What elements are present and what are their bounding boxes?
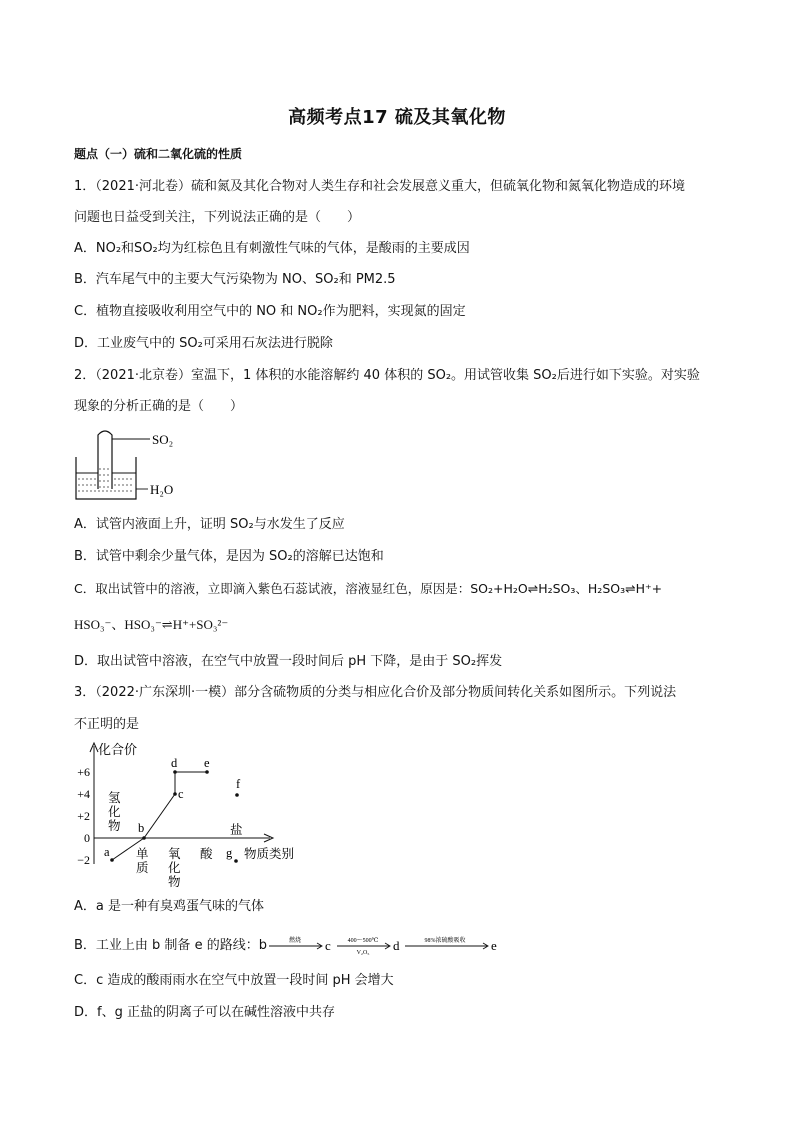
point-d [173,770,177,774]
q2-apparatus-figure [70,425,200,505]
point-e [205,770,209,774]
point-f [235,793,239,797]
q2-option-b: B．试管中剩余少量气体，是因为 SO₂的溶解已达饱和 [74,549,384,564]
category-element [136,847,149,875]
q2-option-c-line1: C．取出试管中的溶液，立即滴入紫色石蕊试液，溶液显红色，原因是：SO₂+H₂O⇌H₂SO₃、H₂SO₃⇌H⁺+ [74,581,663,596]
path-a-b-c-d-e [112,772,207,860]
point-a [110,858,114,862]
q1-option-d: D．工业废气中的 SO₂可采用石灰法进行脱除 [74,336,333,351]
point-c [173,792,177,796]
q3-option-a: A．a 是一种有臭鸡蛋气味的气体 [74,899,264,914]
ytick-plus4: +4 [77,787,90,801]
svg-text:氢: 氢 [108,791,121,805]
q1-option-a: A．NO₂和SO₂均为红棕色且有刺激性气味的气体，是酸雨的主要成因 [74,241,470,256]
arrow2-catalyst: V₂O₅ [356,950,370,955]
svg-text:氧: 氧 [168,847,181,861]
q3-option-b-prefix: B．工业上由 b 制备 e 的路线：b [74,938,267,953]
point-g [234,859,238,863]
section-heading: 题点（一）硫和二氧化硫的性质 [74,147,243,161]
svg-text:单: 单 [136,847,149,861]
svg-text:物: 物 [168,875,181,888]
label-f: f [236,777,241,791]
ytick-minus2: −2 [77,853,90,867]
e-symbol: e [490,938,497,953]
q2-stem-line1: 2．（2021·北京卷）室温下，1 体积的水能溶解约 40 体积的 SO₂。用试管收集 SO₂后进行如下实验。对实验 [74,368,700,383]
label-b: b [138,821,145,835]
c-symbol: c [324,938,331,953]
ytick-zero: 0 [84,831,90,845]
q1-option-c: C．植物直接吸收利用空气中的 NO 和 NO₂作为肥料，实现氮的固定 [74,304,466,319]
category-acid: 酸 [200,847,213,861]
svg-text:化: 化 [168,861,181,875]
label-c: c [178,787,184,801]
x-axis-title: 物质类别 [244,847,295,861]
category-oxide [168,847,181,888]
q3-stem-line2: 不正明的是 [74,717,140,732]
y-axis-title: 化合价 [98,742,138,757]
svg-text:物: 物 [108,819,121,833]
q2-option-d: D．取出试管中溶液，在空气中放置一段时间后 pH 下降，是由于 SO₂挥发 [74,654,503,669]
q1-stem-line1: 1．（2021·河北卷）硫和氮及其化合物对人类生存和社会发展意义重大，但硫氧化物和氮氧化物造成的环境 [74,179,685,194]
arrow2-temperature: 400～500℃ [347,938,379,944]
q2-option-c-line2: HSO₃⁻、HSO₃⁻⇌H⁺+SO₃²⁻ [74,617,229,632]
label-g: g [226,846,233,860]
svg-text:化: 化 [108,805,121,819]
page-title: 高频考点17 硫及其氧化物 [288,107,506,128]
arrow3-condition: 98%浓硫酸吸收 [424,938,466,944]
ytick-plus6: +6 [77,765,90,779]
label-a: a [104,845,110,859]
q3-option-b-route [267,933,507,955]
category-salt: 盐 [230,823,243,837]
label-e: e [204,756,210,770]
q3-option-b [74,933,507,955]
svg-text:质: 质 [136,861,149,875]
point-b [142,836,146,840]
ytick-plus2: +2 [77,809,90,823]
h2o-label: H₂O [150,482,174,497]
arrow1-condition: 燃烧 [288,938,301,944]
q1-option-b: B．汽车尾气中的主要大气污染物为 NO、SO₂和 PM2.5 [74,272,396,287]
q3-option-c: C．c 造成的酸雨雨水在空气中放置一段时间 pH 会增大 [74,973,394,988]
q3-valence-diagram [64,738,314,888]
q2-stem-line2: 现象的分析正确的是（ ） [74,399,244,414]
category-hydride [108,791,121,833]
q3-stem-line1: 3．（2022·广东深圳·一模）部分含硫物质的分类与相应化合价及部分物质间转化关系如图所示。下列说法 [74,685,677,700]
q1-stem-line2: 问题也日益受到关注，下列说法正确的是（ ） [74,210,361,225]
q2-option-a: A．试管内液面上升，证明 SO₂与水发生了反应 [74,517,345,532]
so2-label: SO₂ [152,432,174,447]
q3-option-d: D．f、g 正盐的阴离子可以在碱性溶液中共存 [74,1005,335,1020]
label-d: d [171,756,178,770]
d-symbol: d [392,938,400,953]
test-tube [98,431,112,489]
